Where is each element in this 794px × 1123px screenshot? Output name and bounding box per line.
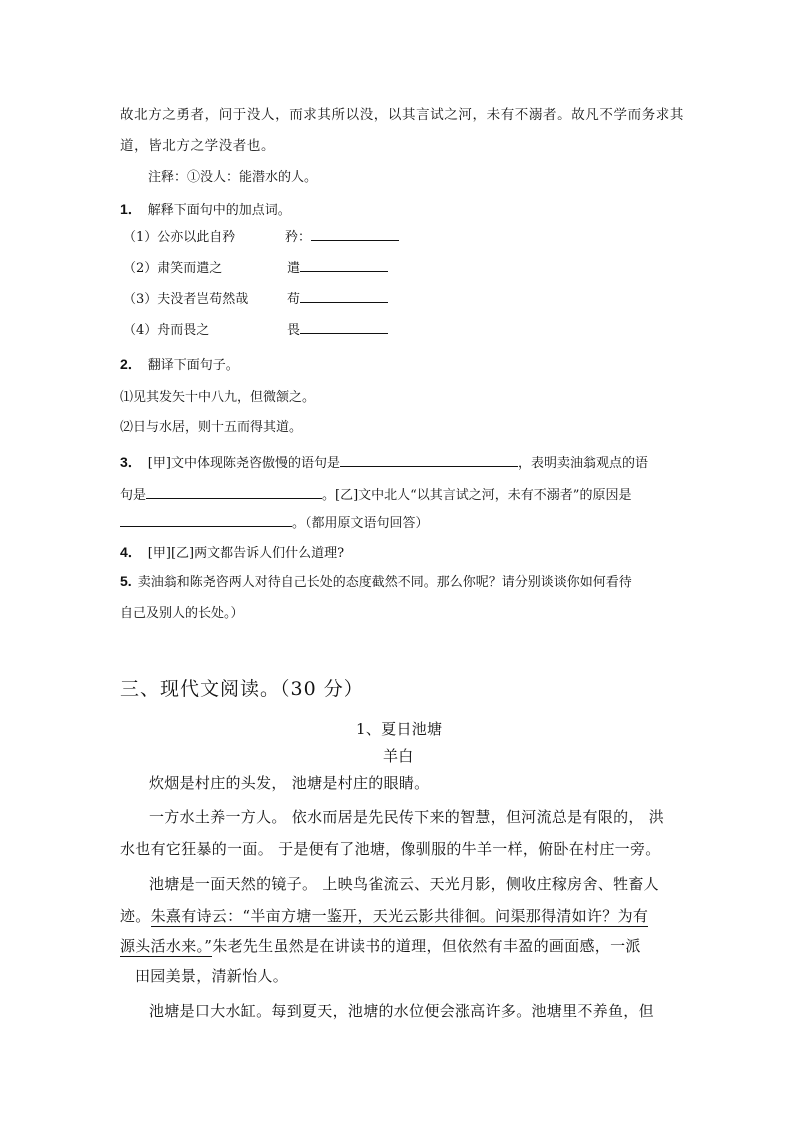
q1-word: 苟 (287, 292, 301, 307)
q1-item-4 (123, 319, 209, 338)
q3-text: 。[乙]文中北人“以其言试之河，未有不溺者”的原因是 (322, 488, 632, 503)
paragraph-line (120, 935, 641, 956)
question-3-line-3 (120, 512, 429, 531)
q2-sentence-2: ⑵日与水居，则十五而得其道。 (120, 420, 303, 435)
q1-word: 遣 (287, 261, 301, 276)
q1-sentence: （4）舟而畏之 (123, 323, 210, 338)
answer-blank[interactable] (300, 259, 388, 272)
question-prompt: 解释下面句中的加点词。 (147, 203, 291, 218)
underlined-quote: 朱熹有诗云：“半亩方塘一鉴开，天光云影共徘徊。问渠那得清如许？为有 (150, 907, 649, 925)
paragraph-line: 池塘是一面天然的镜子。 上映鸟雀流云、天光月影，侧收庄稼房舍、牲畜人 (149, 875, 659, 893)
question-3-line-2 (120, 484, 631, 503)
article-author: 羊白 (383, 747, 414, 765)
paragraph-line: 炊烟是村庄的头发， 池塘是村庄的眼睛。 (149, 774, 430, 792)
q3-text: 。（都用原文语句回答） (292, 516, 429, 531)
paragraph-text: 朱老先生虽然是在讲读书的道理，但依然有丰盈的画面感，一派 (212, 937, 641, 955)
question-prompt: 卖油翁和陈尧咨两人对待自己长处的态度截然不同。那么你呢？请分别谈谈你如何看待 (137, 575, 632, 590)
q1-answer-3[interactable] (287, 288, 388, 307)
q3-text: [甲]文中体现陈尧咨傲慢的语句是 (147, 456, 340, 471)
question-number: 5. (120, 573, 132, 589)
question-prompt: 翻译下面句子。 (147, 358, 239, 373)
paragraph-line: 水也有它狂暴的一面。 于是便有了池塘，像驯服的牛羊一样，俯卧在村庄一旁。 (120, 840, 661, 858)
answer-blank[interactable] (300, 290, 388, 303)
answer-blank[interactable] (340, 454, 518, 467)
q3-text: 句是 (120, 488, 147, 503)
question-1 (120, 199, 291, 219)
q1-item-2 (123, 257, 222, 276)
question-number: 4． (120, 544, 142, 560)
answer-blank[interactable] (311, 228, 399, 241)
section-heading: 三、现代文阅读。（30 分） (120, 678, 364, 700)
q2-sentence-1: ⑴见其发矢十中八九，但微颔之。 (120, 390, 316, 405)
q1-answer-2[interactable] (287, 257, 388, 276)
q1-answer-1[interactable] (285, 226, 399, 245)
paragraph-line: 池塘是口大水缸。每到夏天，池塘的水位便会涨高许多。池塘里不养鱼，但 (149, 1002, 654, 1020)
q1-sentence: （2）肃笑而遣之 (123, 261, 223, 276)
q1-answer-4[interactable] (287, 319, 388, 338)
q1-item-1 (123, 226, 235, 245)
answer-blank[interactable] (300, 321, 388, 334)
q3-text: ，表明卖油翁观点的语 (517, 456, 648, 471)
paragraph-line: 田园美景，清新怡人。 (135, 967, 289, 985)
paragraph-line (120, 905, 648, 926)
question-4 (120, 542, 344, 562)
annotation-note: 注释：①没人：能潜水的人。 (148, 170, 318, 185)
question-2 (120, 354, 239, 374)
classical-text-line: 故北方之勇者，问于没人，而求其所以没，以其言试之河，未有不溺者。故凡不学而务求其 (120, 107, 684, 123)
q1-word: 矜： (285, 230, 312, 245)
question-5-line-1 (120, 571, 632, 590)
question-number: 3． (120, 454, 142, 470)
question-3-line-1 (120, 452, 648, 472)
paragraph-text: 迹。 (120, 907, 151, 925)
question-prompt: [甲][乙]两文都告诉人们什么道理? (147, 546, 345, 561)
underlined-quote: 源头活水来。” (120, 937, 213, 955)
question-number: 1． (120, 201, 142, 217)
question-5-line-2: 自己及别人的长处。） (120, 606, 244, 621)
answer-blank[interactable] (146, 486, 322, 499)
q1-sentence: （3）夫没者岂苟然哉 (123, 292, 249, 307)
q1-word: 畏 (287, 323, 301, 338)
q1-item-3 (123, 288, 248, 307)
article-title: 1、夏日池塘 (356, 720, 443, 738)
q1-sentence: （1）公亦以此自矜 (123, 230, 236, 245)
paragraph-line: 一方水土养一方人。 依水而居是先民传下来的智慧，但河流总是有限的， 洪 (149, 808, 665, 826)
classical-text-line: 道，皆北方之学没者也。 (120, 138, 276, 154)
answer-blank[interactable] (120, 514, 292, 527)
question-number: 2． (120, 356, 142, 372)
